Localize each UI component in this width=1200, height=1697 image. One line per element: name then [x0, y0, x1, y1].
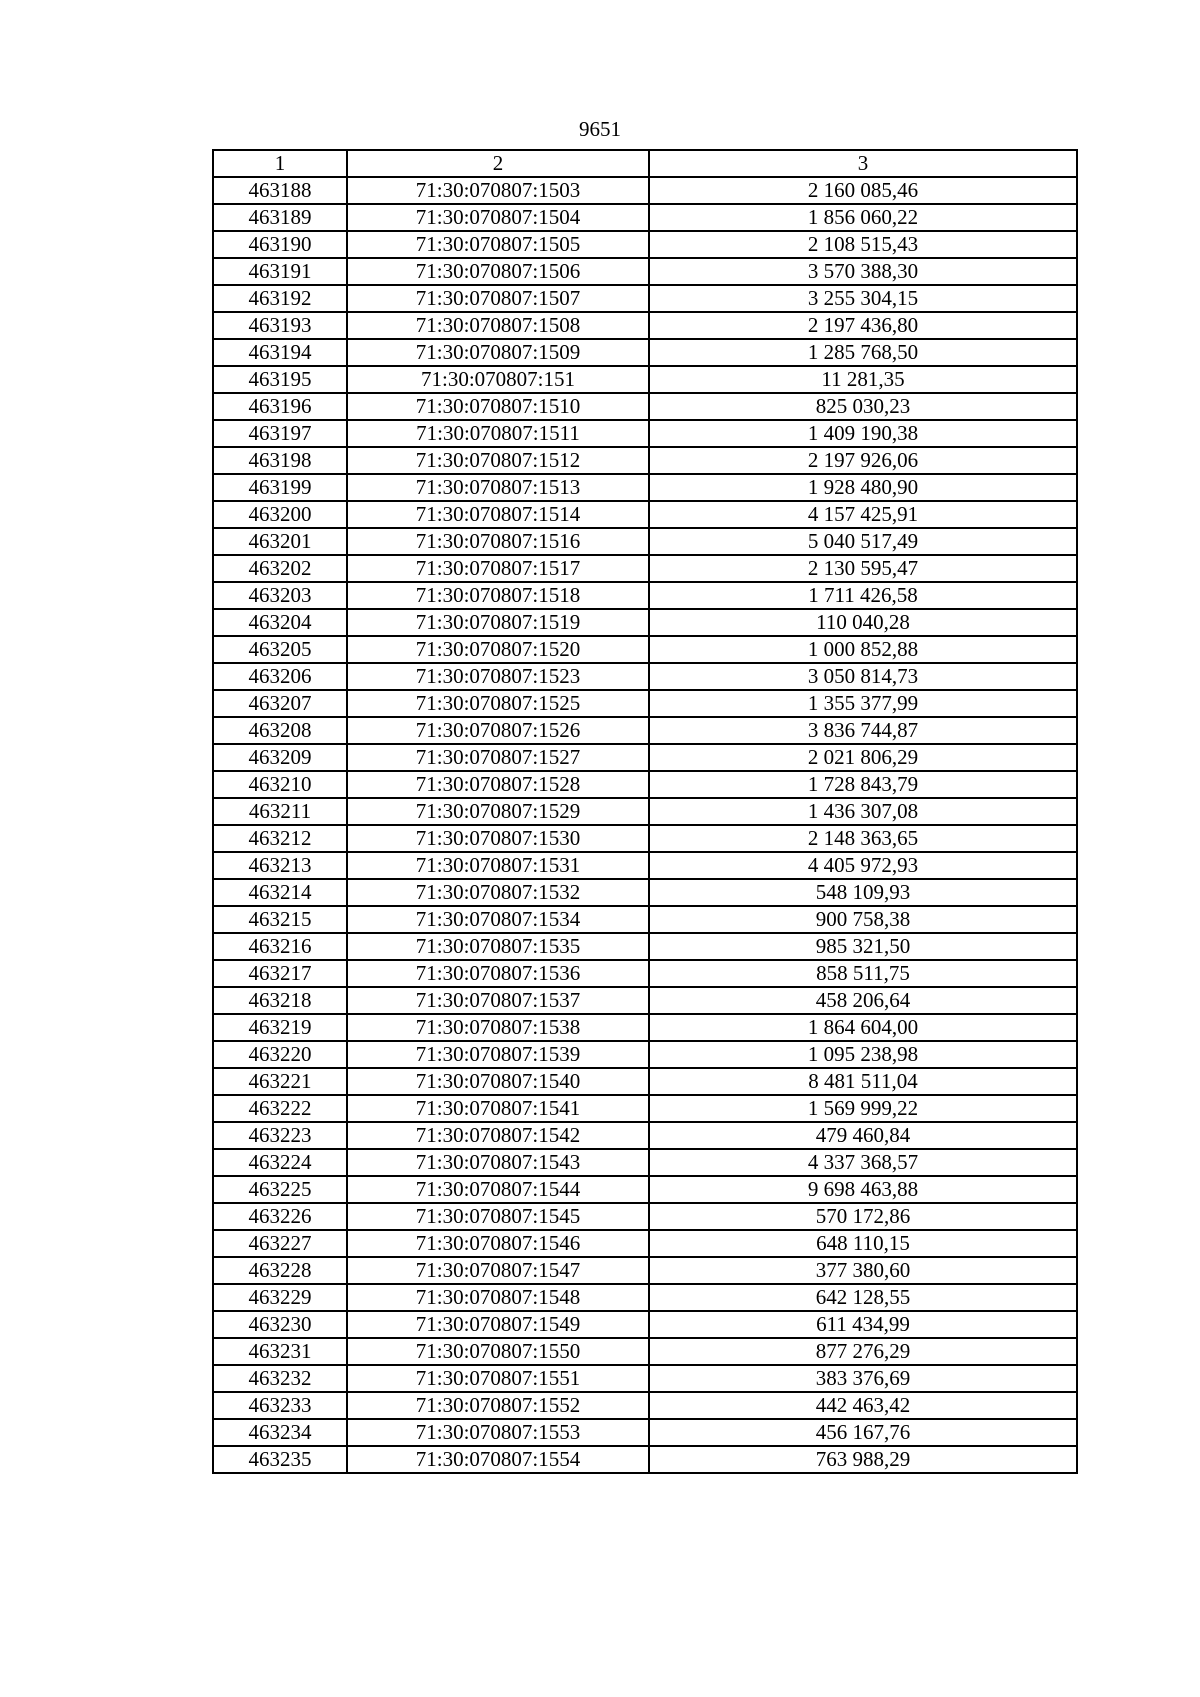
row-number-cell: 463210 — [213, 771, 347, 798]
table-row — [213, 312, 1077, 339]
cadastral-number-cell: 71:30:070807:1530 — [347, 825, 649, 852]
cadastral-number-cell: 71:30:070807:1523 — [347, 663, 649, 690]
cadastral-number-cell: 71:30:070807:1542 — [347, 1122, 649, 1149]
table-row — [213, 177, 1077, 204]
cadastral-number-cell: 71:30:070807:1526 — [347, 717, 649, 744]
row-number-cell: 463215 — [213, 906, 347, 933]
table-row — [213, 204, 1077, 231]
table-row — [213, 717, 1077, 744]
value-cell: 479 460,84 — [649, 1122, 1077, 1149]
table-row — [213, 1419, 1077, 1446]
cadastral-number-cell: 71:30:070807:1503 — [347, 177, 649, 204]
cadastral-number-cell: 71:30:070807:1552 — [347, 1392, 649, 1419]
cadastral-number-cell: 71:30:070807:1534 — [347, 906, 649, 933]
value-cell: 1 856 060,22 — [649, 204, 1077, 231]
table-row — [213, 1446, 1077, 1473]
table-row — [213, 1365, 1077, 1392]
value-cell: 3 255 304,15 — [649, 285, 1077, 312]
value-cell: 548 109,93 — [649, 879, 1077, 906]
cadastral-number-cell: 71:30:070807:1549 — [347, 1311, 649, 1338]
value-cell: 3 836 744,87 — [649, 717, 1077, 744]
value-cell: 858 511,75 — [649, 960, 1077, 987]
row-number-cell: 463191 — [213, 258, 347, 285]
row-number-cell: 463224 — [213, 1149, 347, 1176]
row-number-cell: 463190 — [213, 231, 347, 258]
cadastral-number-cell: 71:30:070807:1544 — [347, 1176, 649, 1203]
value-cell: 1 095 238,98 — [649, 1041, 1077, 1068]
row-number-cell: 463199 — [213, 474, 347, 501]
value-cell: 825 030,23 — [649, 393, 1077, 420]
row-number-cell: 463204 — [213, 609, 347, 636]
cadastral-number-cell: 71:30:070807:1511 — [347, 420, 649, 447]
row-number-cell: 463225 — [213, 1176, 347, 1203]
cadastral-number-cell: 71:30:070807:1532 — [347, 879, 649, 906]
row-number-cell: 463234 — [213, 1419, 347, 1446]
cadastral-number-cell: 71:30:070807:1510 — [347, 393, 649, 420]
cadastral-number-cell: 71:30:070807:1545 — [347, 1203, 649, 1230]
row-number-cell: 463216 — [213, 933, 347, 960]
cadastral-number-cell: 71:30:070807:1550 — [347, 1338, 649, 1365]
cadastral-number-cell: 71:30:070807:1516 — [347, 528, 649, 555]
cadastral-number-cell: 71:30:070807:1547 — [347, 1257, 649, 1284]
page-number: 9651 — [579, 117, 621, 141]
value-cell: 1 728 843,79 — [649, 771, 1077, 798]
table-row — [213, 906, 1077, 933]
cadastral-number-cell: 71:30:070807:1512 — [347, 447, 649, 474]
value-cell: 648 110,15 — [649, 1230, 1077, 1257]
table-row — [213, 636, 1077, 663]
cadastral-number-cell: 71:30:070807:1551 — [347, 1365, 649, 1392]
value-cell: 1 711 426,58 — [649, 582, 1077, 609]
row-number-cell: 463201 — [213, 528, 347, 555]
row-number-cell: 463220 — [213, 1041, 347, 1068]
table-row — [213, 231, 1077, 258]
row-number-cell: 463196 — [213, 393, 347, 420]
value-cell: 2 148 363,65 — [649, 825, 1077, 852]
cadastral-number-cell: 71:30:070807:1536 — [347, 960, 649, 987]
cadastral-number-cell: 71:30:070807:1505 — [347, 231, 649, 258]
cadastral-number-cell: 71:30:070807:1504 — [347, 204, 649, 231]
cadastral-number-cell: 71:30:070807:1539 — [347, 1041, 649, 1068]
value-cell: 1 569 999,22 — [649, 1095, 1077, 1122]
table-row — [213, 1284, 1077, 1311]
value-cell: 3 570 388,30 — [649, 258, 1077, 285]
value-cell: 642 128,55 — [649, 1284, 1077, 1311]
value-cell: 877 276,29 — [649, 1338, 1077, 1365]
value-cell: 9 698 463,88 — [649, 1176, 1077, 1203]
cadastral-number-cell: 71:30:070807:1508 — [347, 312, 649, 339]
value-cell: 1 285 768,50 — [649, 339, 1077, 366]
table-row — [213, 1338, 1077, 1365]
value-cell: 4 405 972,93 — [649, 852, 1077, 879]
row-number-cell: 463230 — [213, 1311, 347, 1338]
table-row — [213, 1041, 1077, 1068]
value-cell: 5 040 517,49 — [649, 528, 1077, 555]
cadastral-number-cell: 71:30:070807:1506 — [347, 258, 649, 285]
column-header-1: 1 — [213, 150, 347, 177]
table-row — [213, 960, 1077, 987]
cadastral-number-cell: 71:30:070807:1540 — [347, 1068, 649, 1095]
cadastral-number-cell: 71:30:070807:1548 — [347, 1284, 649, 1311]
cadastral-number-cell: 71:30:070807:1543 — [347, 1149, 649, 1176]
cadastral-number-cell: 71:30:070807:1546 — [347, 1230, 649, 1257]
table-row — [213, 987, 1077, 1014]
table-row — [213, 1095, 1077, 1122]
value-cell: 1 000 852,88 — [649, 636, 1077, 663]
value-cell: 383 376,69 — [649, 1365, 1077, 1392]
table-row — [213, 1176, 1077, 1203]
cadastral-number-cell: 71:30:070807:1525 — [347, 690, 649, 717]
cadastral-number-cell: 71:30:070807:1528 — [347, 771, 649, 798]
value-cell: 377 380,60 — [649, 1257, 1077, 1284]
table-row — [213, 663, 1077, 690]
row-number-cell: 463198 — [213, 447, 347, 474]
table-body — [213, 177, 1077, 1473]
row-number-cell: 463188 — [213, 177, 347, 204]
row-number-cell: 463222 — [213, 1095, 347, 1122]
value-cell: 110 040,28 — [649, 609, 1077, 636]
row-number-cell: 463209 — [213, 744, 347, 771]
table-row — [213, 1068, 1077, 1095]
value-cell: 8 481 511,04 — [649, 1068, 1077, 1095]
row-number-cell: 463223 — [213, 1122, 347, 1149]
cadastral-number-cell: 71:30:070807:1531 — [347, 852, 649, 879]
cadastral-number-cell: 71:30:070807:1513 — [347, 474, 649, 501]
value-cell: 11 281,35 — [649, 366, 1077, 393]
table-row — [213, 825, 1077, 852]
value-cell: 985 321,50 — [649, 933, 1077, 960]
value-cell: 2 130 595,47 — [649, 555, 1077, 582]
table-row — [213, 366, 1077, 393]
cadastral-number-cell: 71:30:070807:1529 — [347, 798, 649, 825]
row-number-cell: 463197 — [213, 420, 347, 447]
table-row — [213, 447, 1077, 474]
table-row — [213, 1230, 1077, 1257]
row-number-cell: 463213 — [213, 852, 347, 879]
cadastral-number-cell: 71:30:070807:1514 — [347, 501, 649, 528]
value-cell: 611 434,99 — [649, 1311, 1077, 1338]
cadastral-number-cell: 71:30:070807:1541 — [347, 1095, 649, 1122]
cadastral-number-cell: 71:30:070807:1538 — [347, 1014, 649, 1041]
value-cell: 1 355 377,99 — [649, 690, 1077, 717]
row-number-cell: 463200 — [213, 501, 347, 528]
value-cell: 1 409 190,38 — [649, 420, 1077, 447]
row-number-cell: 463192 — [213, 285, 347, 312]
row-number-cell: 463227 — [213, 1230, 347, 1257]
table-row — [213, 528, 1077, 555]
cadastral-number-cell: 71:30:070807:151 — [347, 366, 649, 393]
table-row — [213, 1122, 1077, 1149]
table-row — [213, 393, 1077, 420]
table-row — [213, 798, 1077, 825]
cadastral-number-cell: 71:30:070807:1507 — [347, 285, 649, 312]
row-number-cell: 463189 — [213, 204, 347, 231]
table-row — [213, 1257, 1077, 1284]
column-header-3: 3 — [649, 150, 1077, 177]
table-row — [213, 420, 1077, 447]
row-number-cell: 463193 — [213, 312, 347, 339]
value-cell: 458 206,64 — [649, 987, 1077, 1014]
cadastral-number-cell: 71:30:070807:1517 — [347, 555, 649, 582]
row-number-cell: 463233 — [213, 1392, 347, 1419]
value-cell: 763 988,29 — [649, 1446, 1077, 1473]
row-number-cell: 463202 — [213, 555, 347, 582]
data-table — [212, 149, 1078, 1474]
row-number-cell: 463195 — [213, 366, 347, 393]
cadastral-number-cell: 71:30:070807:1509 — [347, 339, 649, 366]
row-number-cell: 463206 — [213, 663, 347, 690]
table-row — [213, 339, 1077, 366]
cadastral-number-cell: 71:30:070807:1554 — [347, 1446, 649, 1473]
table-row — [213, 1149, 1077, 1176]
table-header-row — [213, 150, 1077, 177]
value-cell: 1 436 307,08 — [649, 798, 1077, 825]
cadastral-number-cell: 71:30:070807:1527 — [347, 744, 649, 771]
value-cell: 2 197 436,80 — [649, 312, 1077, 339]
row-number-cell: 463208 — [213, 717, 347, 744]
value-cell: 4 157 425,91 — [649, 501, 1077, 528]
value-cell: 2 160 085,46 — [649, 177, 1077, 204]
value-cell: 2 108 515,43 — [649, 231, 1077, 258]
value-cell: 1 864 604,00 — [649, 1014, 1077, 1041]
table-row — [213, 690, 1077, 717]
value-cell: 442 463,42 — [649, 1392, 1077, 1419]
row-number-cell: 463214 — [213, 879, 347, 906]
table-row — [213, 879, 1077, 906]
row-number-cell: 463203 — [213, 582, 347, 609]
row-number-cell: 463194 — [213, 339, 347, 366]
table-row — [213, 1014, 1077, 1041]
table-row — [213, 933, 1077, 960]
row-number-cell: 463217 — [213, 960, 347, 987]
cadastral-number-cell: 71:30:070807:1553 — [347, 1419, 649, 1446]
row-number-cell: 463218 — [213, 987, 347, 1014]
row-number-cell: 463231 — [213, 1338, 347, 1365]
table-row — [213, 474, 1077, 501]
table-row — [213, 501, 1077, 528]
table-row — [213, 1311, 1077, 1338]
table-row — [213, 1392, 1077, 1419]
row-number-cell: 463219 — [213, 1014, 347, 1041]
cadastral-number-cell: 71:30:070807:1518 — [347, 582, 649, 609]
row-number-cell: 463228 — [213, 1257, 347, 1284]
value-cell: 2 197 926,06 — [649, 447, 1077, 474]
table-row — [213, 555, 1077, 582]
row-number-cell: 463232 — [213, 1365, 347, 1392]
table-row — [213, 258, 1077, 285]
cadastral-number-cell: 71:30:070807:1537 — [347, 987, 649, 1014]
value-cell: 1 928 480,90 — [649, 474, 1077, 501]
table-row — [213, 744, 1077, 771]
table-row — [213, 582, 1077, 609]
value-cell: 4 337 368,57 — [649, 1149, 1077, 1176]
row-number-cell: 463226 — [213, 1203, 347, 1230]
cadastral-number-cell: 71:30:070807:1535 — [347, 933, 649, 960]
table-row — [213, 852, 1077, 879]
table-row — [213, 609, 1077, 636]
row-number-cell: 463211 — [213, 798, 347, 825]
table-row — [213, 771, 1077, 798]
value-cell: 2 021 806,29 — [649, 744, 1077, 771]
table-row — [213, 1203, 1077, 1230]
value-cell: 900 758,38 — [649, 906, 1077, 933]
value-cell: 456 167,76 — [649, 1419, 1077, 1446]
value-cell: 3 050 814,73 — [649, 663, 1077, 690]
row-number-cell: 463212 — [213, 825, 347, 852]
cadastral-number-cell: 71:30:070807:1520 — [347, 636, 649, 663]
row-number-cell: 463205 — [213, 636, 347, 663]
row-number-cell: 463207 — [213, 690, 347, 717]
cadastral-number-cell: 71:30:070807:1519 — [347, 609, 649, 636]
table-row — [213, 285, 1077, 312]
row-number-cell: 463221 — [213, 1068, 347, 1095]
column-header-2: 2 — [347, 150, 649, 177]
row-number-cell: 463235 — [213, 1446, 347, 1473]
value-cell: 570 172,86 — [649, 1203, 1077, 1230]
row-number-cell: 463229 — [213, 1284, 347, 1311]
